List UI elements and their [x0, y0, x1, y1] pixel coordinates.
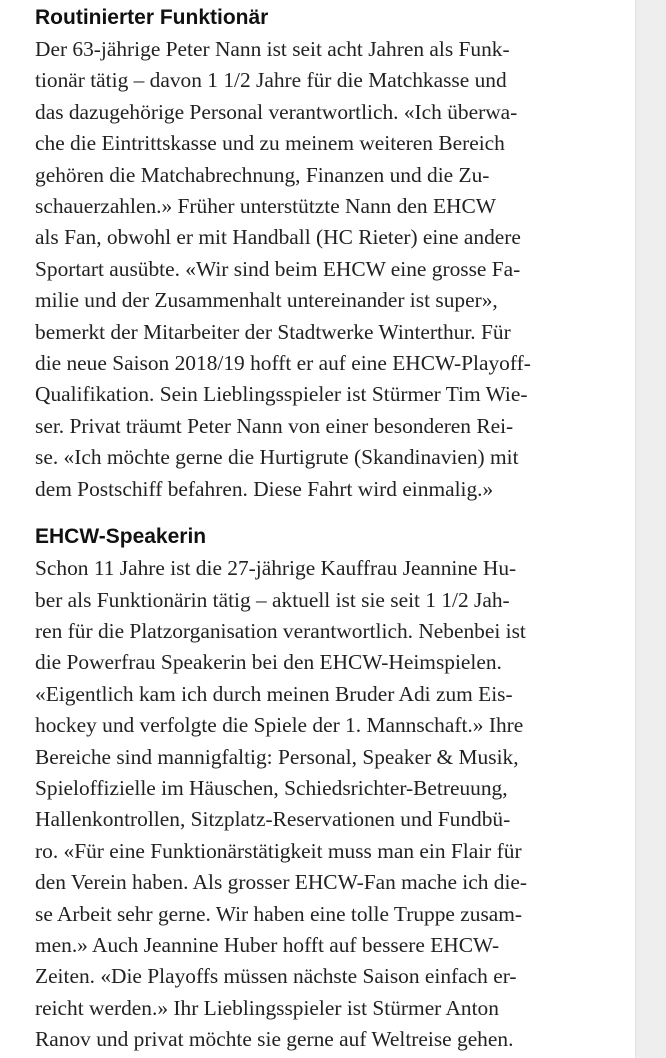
section-paragraph: Der 63-jährige Peter Nann ist seit acht Jahren als Funk- tionär tätig – davon 1 1/2 Jahre für die Matchkasse und das dazugehörige Personal verantwortlich. «Ich überwa- che die Eintrittskasse und zu meinem weiteren Bereich gehören die Matchabrechnung, Finanzen und die Zu- schauerzahlen.» Früher unterstützte Nann den EHCW als Fan, obwohl er mit Handball (HC Rieter) eine andere Sportart ausübte. «Wir sind beim EHCW eine grosse Fa- milie und der Zusammenhalt untereinander ist super», bemerkt der Mitarbeiter der Stadtwerke Winterthur. Für die neue Saison 2018/19 hofft er auf eine EHCW-Playoff- Qualifikation. Sein Lieblingsspieler ist Stürmer Tim Wie- ser. Privat träumt Peter Nann von einer besonderen Rei- se. «Ich möchte gerne die Hurtigrute (Skandinavien) mit dem Postschiff befahren. Diese Fahrt wird einmalig.»	[35, 37, 531, 501]
section-heading: Routinierter Funktionär	[35, 6, 269, 29]
section-ehcw-speakerin	[35, 523, 610, 1056]
section-heading: EHCW-Speakerin	[35, 525, 207, 549]
article-content	[35, 4, 610, 1056]
scrollbar-track[interactable]	[635, 0, 666, 1058]
section-routinierter-funktionaer	[35, 4, 610, 505]
section-paragraph: Schon 11 Jahre ist die 27-jährige Kauffrau Jeannine Hu- ber als Funktionärin tätig – aktuell ist sie seit 1 1/2 Jah- ren für die Platzorganisation verantwortlich. Nebenbei ist die Powerfrau Speakerin bei den EHCW-Heimspielen. «Eigentlich kam ich durch meinen Bruder Adi zum Eis- hockey und verfolgte die Spiele der 1. Mannschaft.» Ihre Bereiche sind mannigfaltig: Personal, Speaker & Musik, Spieloffizielle im Häuschen, Schiedsrichter-Betreuung, Hallenkontrollen, Sitzplatz-Reservationen und Fundbü- ro. «Für eine Funktionärstätigkeit muss man ein Flair für den Verein haben. Als grosser EHCW-Fan mache ich die- se Arbeit sehr gerne. Wir haben eine tolle Truppe zusam- men.» Auch Jeannine Huber hofft auf bessere EHCW- Zeiten. «Die Playoffs müssen nächste Saison einfach er- reicht werden.» Ihr Lieblingsspieler ist Stürmer Anton Ranov und privat möchte sie gerne auf Weltreise gehen.	[35, 556, 528, 1052]
